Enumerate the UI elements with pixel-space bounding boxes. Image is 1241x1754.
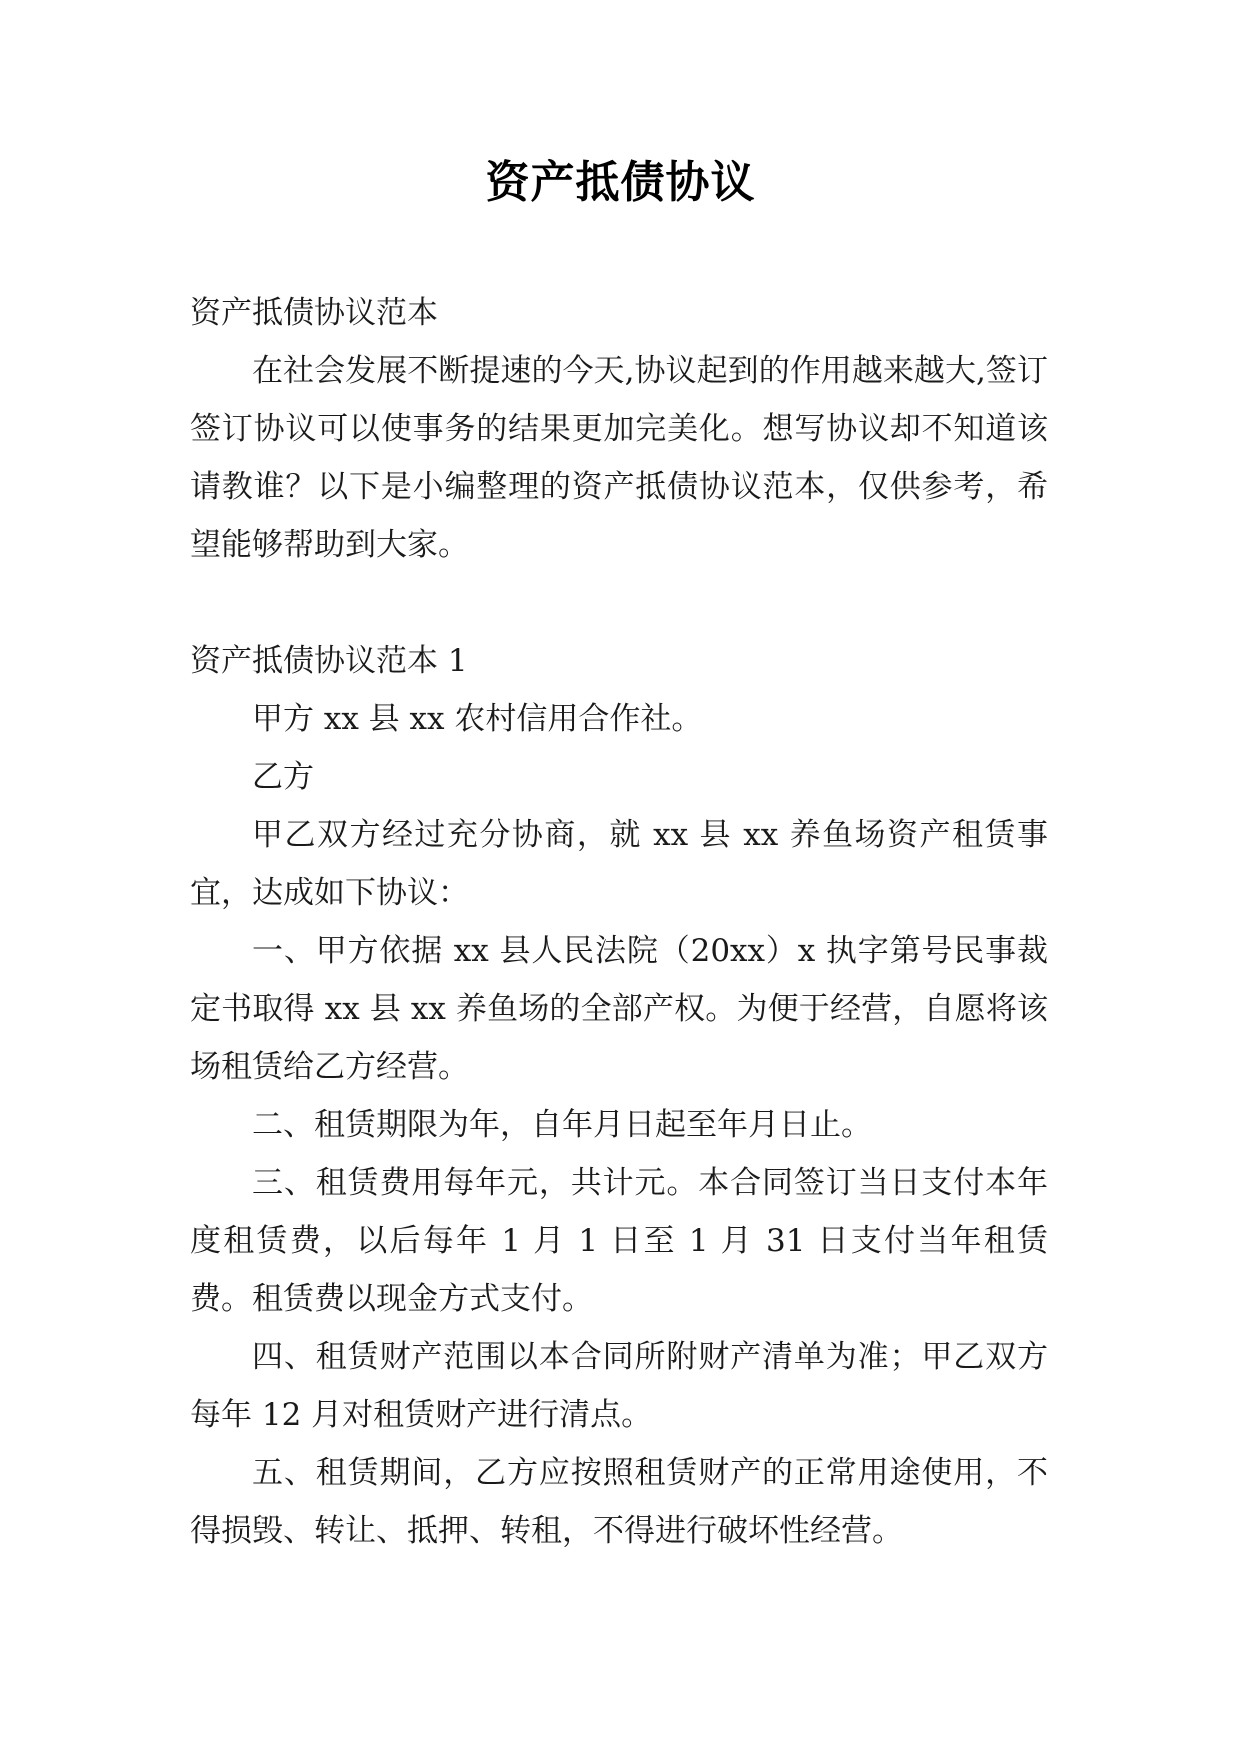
clause-5: 五、租赁期间，乙方应按照租赁财产的正常用途使用，不得损毁、转让、抵押、转租，不得进行破坏性经营。: [190, 1455, 1048, 1549]
paragraph-spacer: [190, 574, 1048, 632]
document-title: 资产抵债协议: [485, 157, 756, 208]
subtitle: 资产抵债协议范本: [190, 295, 438, 331]
clause-2: 二、租赁期限为年，自年月日起至年月日止。: [252, 1107, 872, 1143]
agreement-preamble: 甲乙双方经过充分协商，就 xx 县 xx 养鱼场资产租赁事宜，达成如下协议：: [190, 817, 1048, 911]
clause-1: 一、甲方依据 xx 县人民法院（20xx）x 执字第号民事裁定书取得 xx 县 xx 养鱼场的全部产权。为便于经营，自愿将该场租赁给乙方经营。: [190, 933, 1048, 1085]
document-body: [190, 284, 1048, 1560]
clause-3: 三、租赁费用每年元，共计元。本合同签订当日支付本年度租赁费，以后每年 1 月 1 日至 1 月 31 日支付当年租赁费。租赁费以现金方式支付。: [190, 1165, 1048, 1317]
intro-paragraph: 在社会发展不断提速的今天,协议起到的作用越来越大,签订签订协议可以使事务的结果更加完美化。想写协议却不知道该请教谁？以下是小编整理的资产抵债协议范本，仅供参考，希望能够帮助到大家。: [190, 353, 1048, 563]
clause-4: 四、租赁财产范围以本合同所附财产清单为准；甲乙双方每年 12 月对租赁财产进行清点。: [190, 1339, 1048, 1433]
party-a-paragraph: 甲方 xx 县 xx 农村信用合作社。: [252, 701, 703, 737]
party-b-paragraph: 乙方: [252, 759, 314, 795]
section-heading: 资产抵债协议范本 1: [190, 643, 468, 679]
